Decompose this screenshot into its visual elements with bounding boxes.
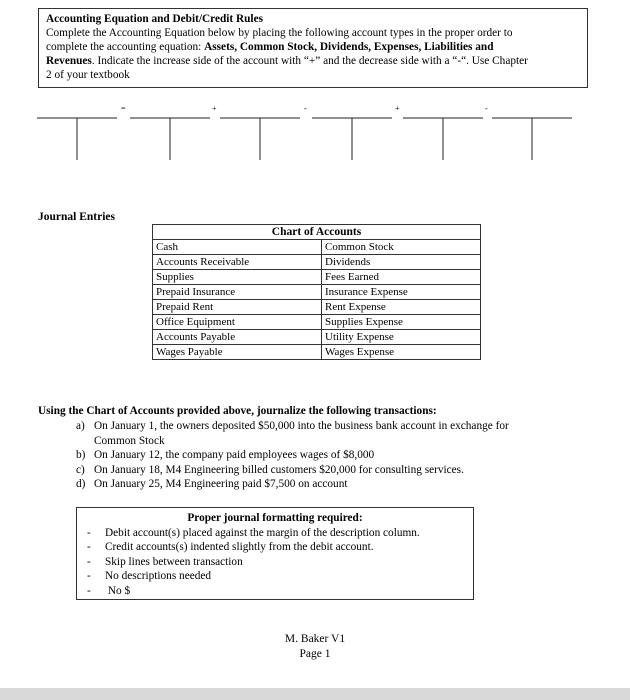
- t-account-5: [403, 118, 483, 160]
- formatting-requirements-box: [76, 507, 474, 600]
- list-item: d) On January 25, M4 Engineering paid $7,500 on account: [76, 478, 348, 490]
- list-item: - Credit accounts(s) indented slightly from the debit account.: [87, 541, 374, 553]
- page-bottom-edge: [0, 688, 630, 700]
- table-row: Office Equipment Supplies Expense: [153, 315, 481, 330]
- instructions-box: [38, 8, 588, 88]
- list-item: - No descriptions needed: [87, 570, 212, 582]
- chart-of-accounts-title: Chart of Accounts: [153, 225, 481, 240]
- page-footer: [0, 632, 630, 662]
- plus-operator: +: [212, 104, 217, 113]
- list-item: b) On January 12, the company paid employees wages of $8,000: [76, 449, 375, 461]
- t-account-4: [312, 118, 392, 160]
- t-account-3: [220, 118, 300, 160]
- minus-operator: -: [304, 104, 307, 113]
- instructions-line-4: 2 of your textbook: [46, 69, 130, 81]
- minus-operator: -: [485, 104, 488, 113]
- journal-entries-label: Journal Entries: [38, 211, 115, 223]
- table-row: Cash Common Stock: [153, 240, 481, 255]
- table-row: Accounts Receivable Dividends: [153, 255, 481, 270]
- t-accounts-equation: [0, 100, 630, 170]
- list-item: a) On January 1, the owners deposited $50,000 into the business bank account in exchange for Common Stock: [76, 420, 509, 447]
- author-label: M. Baker V1: [284, 633, 346, 645]
- transactions-list: [76, 419, 566, 492]
- table-row: Prepaid Rent Rent Expense: [153, 300, 481, 315]
- table-row: Prepaid Insurance Insurance Expense: [153, 285, 481, 300]
- instructions-line-1: Complete the Accounting Equation below by placing the following account types in the proper order to: [46, 27, 513, 39]
- list-item: - Debit account(s) placed against the margin of the description column.: [87, 526, 420, 539]
- t-account-2: [130, 118, 210, 160]
- t-account-1: [37, 118, 117, 160]
- table-row: Wages Payable Wages Expense: [153, 345, 481, 360]
- t-account-6: [492, 118, 572, 160]
- list-item: c) On January 18, M4 Engineering billed customers $20,000 for consulting services.: [76, 463, 464, 476]
- instructions-line-2: complete the accounting equation: Assets, Common Stock, Dividends, Expenses, Liabilities and: [46, 41, 494, 53]
- table-row: Supplies Fees Earned: [153, 270, 481, 285]
- table-row: Accounts Payable Utility Expense: [153, 330, 481, 345]
- list-item: - Skip lines between transaction: [87, 555, 243, 568]
- list-item: - No $: [87, 584, 131, 597]
- instructions-title: Accounting Equation and Debit/Credit Rules: [46, 13, 263, 25]
- formatting-title: Proper journal formatting required:: [187, 512, 363, 524]
- chart-of-accounts-table: [152, 224, 481, 360]
- equals-operator: =: [121, 104, 126, 113]
- plus-operator: +: [395, 104, 400, 113]
- transactions-heading: Using the Chart of Accounts provided above, journalize the following transactions:: [38, 405, 437, 417]
- page-number: Page 1: [299, 648, 331, 660]
- instructions-line-3: Revenues. Indicate the increase side of the account with “+” and the decrease side with a “-“. Use Chapter: [46, 55, 528, 67]
